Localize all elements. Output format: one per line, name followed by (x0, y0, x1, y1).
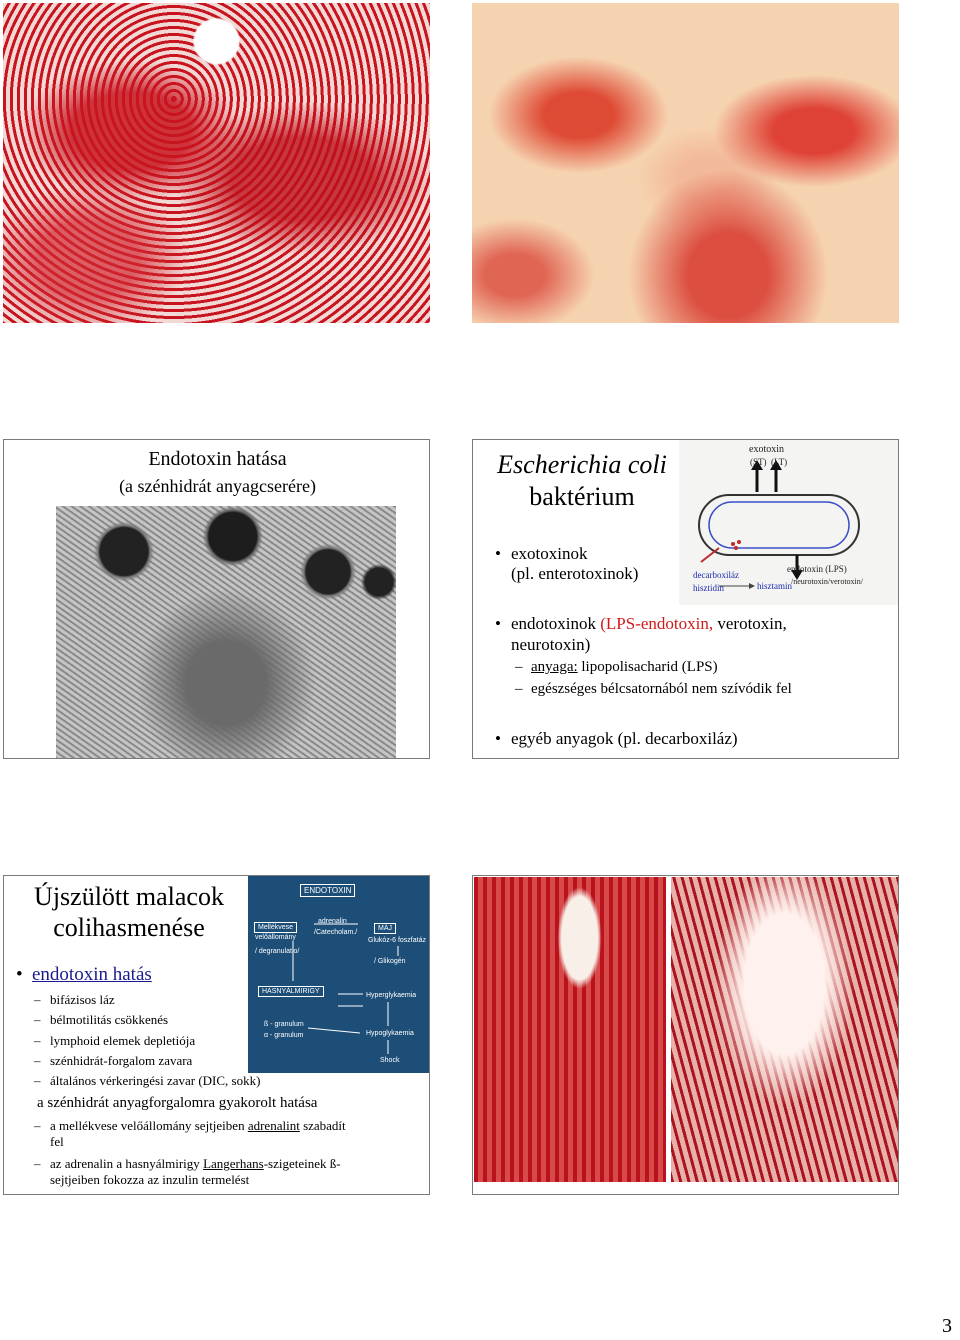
diag-catecholam: /Catecholam./ (314, 929, 358, 936)
diag-glukoz: Glukóz-6 foszfatáz (368, 937, 426, 944)
endotoxinok-red-text: (LPS-endotoxin, (600, 614, 718, 633)
slide-2 (3, 439, 430, 759)
intestine-histology-right (671, 877, 898, 1182)
slide4-sub-b (50, 1156, 341, 1172)
diag-hasnyal-box: HASNYÁLMIRIGY (258, 986, 324, 997)
slide3-title-line1: Escherichia coli (497, 450, 667, 479)
slide4-item-0-text: bifázisos láz (50, 992, 115, 1007)
slide4-sub-b-text2: -szigeteinek ß- (263, 1156, 341, 1171)
bullet-exotoxinok-line2: (pl. enterotoxinok) (511, 564, 639, 583)
slide2-title-line2: (a szénhidrát anyagcserére) (119, 476, 316, 496)
sub-egeszseges (531, 681, 792, 698)
diagram-decarboxilaz-label: decarboxiláz (693, 570, 739, 580)
slide4-item-4 (50, 1073, 260, 1089)
slide4-item-2-text: lymphoid elemek depletiója (50, 1033, 196, 1048)
diag-hypo: Hypoglykaemia (366, 1030, 414, 1037)
slide4-sub-b-text1: az adrenalin a hasnyálmirigy (50, 1156, 204, 1171)
diagram-lt-label: (LT) (771, 457, 788, 467)
diag-beta: ß - granulum (264, 1021, 304, 1028)
slide4-item-1-text: bélmotilitás csökkenés (50, 1012, 169, 1027)
slide4-item-3-text: szénhidrát-forgalom zavara (50, 1053, 193, 1068)
slide4-item-0 (50, 992, 115, 1008)
diag-hyper: Hyperglykaemia (366, 992, 417, 999)
diagram-histidin-label: hisztidin (693, 583, 724, 593)
electron-micrograph-image (56, 506, 396, 759)
diag-shock: Shock (380, 1057, 400, 1064)
diag-adrenalin: adrenalin (318, 918, 347, 925)
diagram-hisztamin-label: hisztamin (757, 581, 792, 591)
slide-3 (472, 439, 899, 759)
diagram-neurotoxin-label: /neurotoxin/verotoxin/ (791, 577, 863, 586)
slide4-heading2: a szénhidrát anyagforgalomra gyakorolt hatása (37, 1095, 318, 1111)
endotoxin-flow-diagram (248, 876, 430, 1073)
slide4-item-1 (50, 1012, 168, 1028)
diag-glikogen: / Glikogén (374, 958, 406, 965)
slide-4 (3, 875, 430, 1195)
slide3-title-line2: baktérium (529, 482, 635, 511)
slide4-bullet (32, 964, 152, 986)
slide-5 (472, 875, 899, 1195)
bullet-exotoxinok-text: exotoxinok (511, 544, 588, 563)
diagram-exotoxin-label: exotoxin (749, 444, 784, 455)
bullet-endotoxinok (511, 614, 787, 634)
diagram-endotoxin-label: endotoxin (LPS) (787, 564, 847, 574)
slide2-title-line1: Endotoxin hatása (148, 448, 287, 470)
tissue-stain-image (472, 3, 899, 323)
bullet-endotoxinok-line2: neurotoxin) (511, 635, 591, 654)
diag-arrows-svg (248, 876, 430, 1073)
diag-velo: velőállomány (255, 934, 296, 941)
slide4-sub-a-underline: adrenalint (247, 1118, 300, 1133)
slide-1b (472, 3, 899, 323)
slide4-sub-a (50, 1118, 346, 1134)
intestine-histology-left (474, 877, 666, 1182)
slide4-title-line2: colihasmenése (53, 913, 205, 942)
bacterium-diagram (679, 440, 899, 605)
diagram-st-label: (ST) (750, 457, 767, 467)
endotoxinok-text: endotoxinok (511, 614, 601, 633)
diag-mellekvese-box: Mellékvese (254, 922, 297, 933)
liver-tissue-image (3, 3, 430, 323)
diag-maj-box: MÁJ (374, 923, 396, 934)
sub-egeszseges-text: egészséges bélcsatornából nem szívódik fel (531, 681, 792, 697)
sub-anyaga-rest: lipopolisacharid (LPS) (577, 659, 718, 675)
slide4-sub-b-line2: sejtjeiben fokozza az inzulin termelést (50, 1172, 250, 1187)
endotoxinok-text-b: verotoxin, (717, 614, 787, 633)
slide4-title-line1: Újszülött malacok (34, 882, 224, 911)
sub-anyaga-label: anyaga: (531, 659, 578, 675)
slide4-item-3 (50, 1053, 192, 1069)
diag-degranulatio: / degranulatio/ (255, 948, 300, 955)
slide4-sub-a-text1: a mellékvese velőállomány sejtjeiben (50, 1118, 248, 1133)
slide4-sub-a-line2: fel (50, 1134, 64, 1149)
slide4-sub-b-underline: Langerhans (203, 1156, 264, 1171)
page-number: 3 (942, 1315, 952, 1337)
sub-anyaga (531, 659, 718, 676)
diag-endotoxin-box: ENDOTOXIN (300, 884, 355, 897)
bullet-exotoxinok (511, 544, 588, 564)
diag-alfa: α - granulum (264, 1032, 304, 1039)
slide4-item-4-text: általános vérkeringési zavar (DIC, sokk) (50, 1073, 261, 1088)
slide-1 (3, 3, 430, 323)
bullet-egyeb (511, 729, 738, 749)
slide4-bullet-text: endotoxin hatás (32, 964, 152, 985)
slide4-item-2 (50, 1033, 195, 1049)
slide4-sub-a-text2: szabadít (299, 1118, 346, 1133)
bullet-egyeb-text: egyéb anyagok (pl. decarboxiláz) (511, 729, 738, 748)
